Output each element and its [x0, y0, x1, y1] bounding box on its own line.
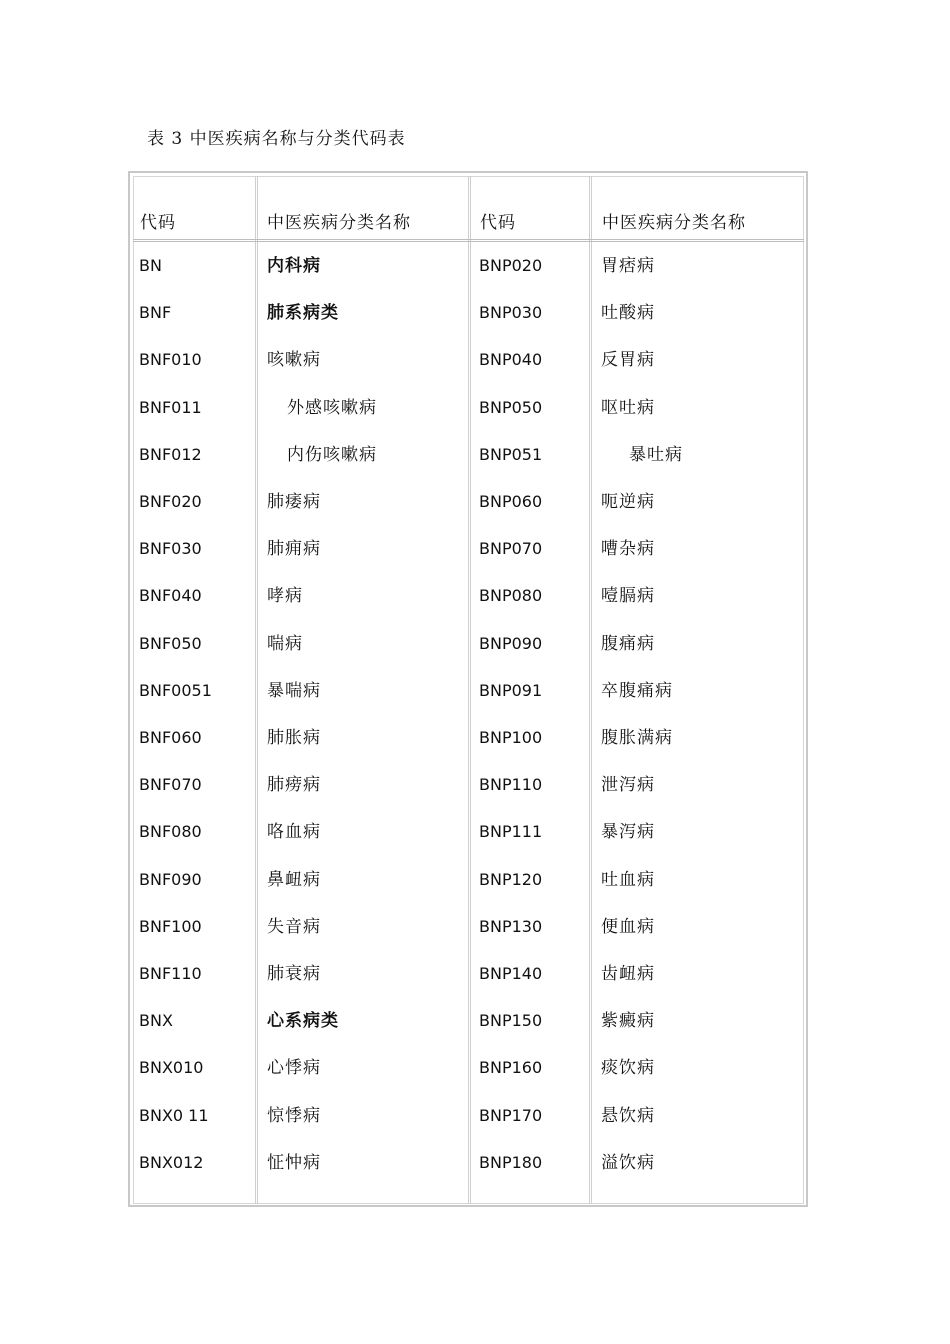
column-divider [589, 176, 592, 1204]
row-code-left: BNF070 [139, 775, 202, 794]
row-code-right: BNP020 [479, 256, 543, 275]
row-code-right: BNP111 [479, 822, 543, 841]
row-code-left: BNF080 [139, 822, 202, 841]
row-code-right: BNP140 [479, 964, 543, 983]
row-name-left: 心系病类 [267, 1011, 339, 1031]
row-name-left: 怔忡病 [267, 1153, 321, 1173]
row-name-right: 便血病 [601, 917, 655, 937]
row-code-right: BNP060 [479, 492, 543, 511]
row-name-left: 惊悸病 [267, 1106, 321, 1126]
row-code-left: BNF012 [139, 445, 202, 464]
row-name-left: 肺衰病 [267, 964, 321, 984]
row-name-left: 暴喘病 [267, 681, 321, 701]
row-code-right: BNP130 [479, 917, 543, 936]
row-name-right: 紫癜病 [601, 1011, 655, 1031]
row-code-left: BNF030 [139, 539, 202, 558]
row-code-right: BNP100 [479, 728, 543, 747]
row-code-left: BNF [139, 303, 172, 322]
row-name-left: 内伤咳嗽病 [287, 445, 377, 465]
header-separator [133, 239, 804, 242]
row-name-left: 肺胀病 [267, 728, 321, 748]
row-code-left: BNF090 [139, 870, 202, 889]
row-code-right: BNP080 [479, 586, 543, 605]
row-name-right: 呕吐病 [601, 398, 655, 418]
row-name-left: 失音病 [267, 917, 321, 937]
row-code-right: BNP160 [479, 1058, 543, 1077]
column-divider [468, 176, 471, 1204]
column-divider [255, 176, 258, 1204]
row-name-right: 吐血病 [601, 870, 655, 890]
row-code-left: BNF0051 [139, 681, 212, 700]
row-name-right: 嘈杂病 [601, 539, 655, 559]
row-name-left: 鼻衄病 [267, 870, 321, 890]
row-code-left: BNF020 [139, 492, 202, 511]
row-name-left: 咳嗽病 [267, 350, 321, 370]
header-name-left: 中医疾病分类名称 [267, 213, 411, 233]
row-code-right: BNP180 [479, 1153, 543, 1172]
row-name-left: 肺痈病 [267, 539, 321, 559]
row-code-right: BNP090 [479, 634, 543, 653]
row-name-right: 腹痛病 [601, 634, 655, 654]
row-code-right: BNP040 [479, 350, 543, 369]
row-name-right: 泄泻病 [601, 775, 655, 795]
row-name-right: 暴吐病 [629, 445, 683, 465]
row-code-left: BNF100 [139, 917, 202, 936]
row-code-right: BNP070 [479, 539, 543, 558]
row-code-left: BNF011 [139, 398, 202, 417]
row-name-left: 哮病 [267, 586, 303, 606]
row-name-right: 胃痞病 [601, 256, 655, 276]
row-name-left: 喘病 [267, 634, 303, 654]
header-code-right: 代码 [480, 213, 516, 233]
row-name-right: 卒腹痛病 [601, 681, 673, 701]
row-code-left: BNX [139, 1011, 173, 1030]
row-code-left: BNX010 [139, 1058, 204, 1077]
row-name-left: 肺系病类 [267, 303, 339, 323]
row-name-right: 呃逆病 [601, 492, 655, 512]
row-name-right: 齿衄病 [601, 964, 655, 984]
row-code-right: BNP150 [479, 1011, 543, 1030]
row-name-right: 溢饮病 [601, 1153, 655, 1173]
row-name-left: 咯血病 [267, 822, 321, 842]
row-code-left: BNF040 [139, 586, 202, 605]
row-code-left: BNF050 [139, 634, 202, 653]
row-code-left: BNF060 [139, 728, 202, 747]
row-name-right: 痰饮病 [601, 1058, 655, 1078]
row-name-right: 反胃病 [601, 350, 655, 370]
row-code-left: BNX012 [139, 1153, 204, 1172]
row-code-left: BNX0 11 [139, 1106, 209, 1125]
row-name-left: 外感咳嗽病 [287, 398, 377, 418]
row-code-right: BNP170 [479, 1106, 543, 1125]
row-code-right: BNP091 [479, 681, 543, 700]
row-code-right: BNP050 [479, 398, 543, 417]
row-name-right: 悬饮病 [601, 1106, 655, 1126]
row-code-right: BNP030 [479, 303, 543, 322]
row-code-right: BNP051 [479, 445, 543, 464]
row-name-right: 噎膈病 [601, 586, 655, 606]
row-name-right: 暴泻病 [601, 822, 655, 842]
row-name-left: 肺痿病 [267, 492, 321, 512]
table-caption: 表 3 中医疾病名称与分类代码表 [147, 129, 406, 149]
header-name-right: 中医疾病分类名称 [602, 213, 746, 233]
row-code-right: BNP120 [479, 870, 543, 889]
row-name-left: 肺痨病 [267, 775, 321, 795]
header-code-left: 代码 [140, 213, 176, 233]
row-name-left: 心悸病 [267, 1058, 321, 1078]
row-name-left: 内科病 [267, 256, 321, 276]
row-code-left: BNF010 [139, 350, 202, 369]
row-name-right: 腹胀满病 [601, 728, 673, 748]
row-name-right: 吐酸病 [601, 303, 655, 323]
row-code-left: BN [139, 256, 162, 275]
row-code-left: BNF110 [139, 964, 202, 983]
row-code-right: BNP110 [479, 775, 543, 794]
